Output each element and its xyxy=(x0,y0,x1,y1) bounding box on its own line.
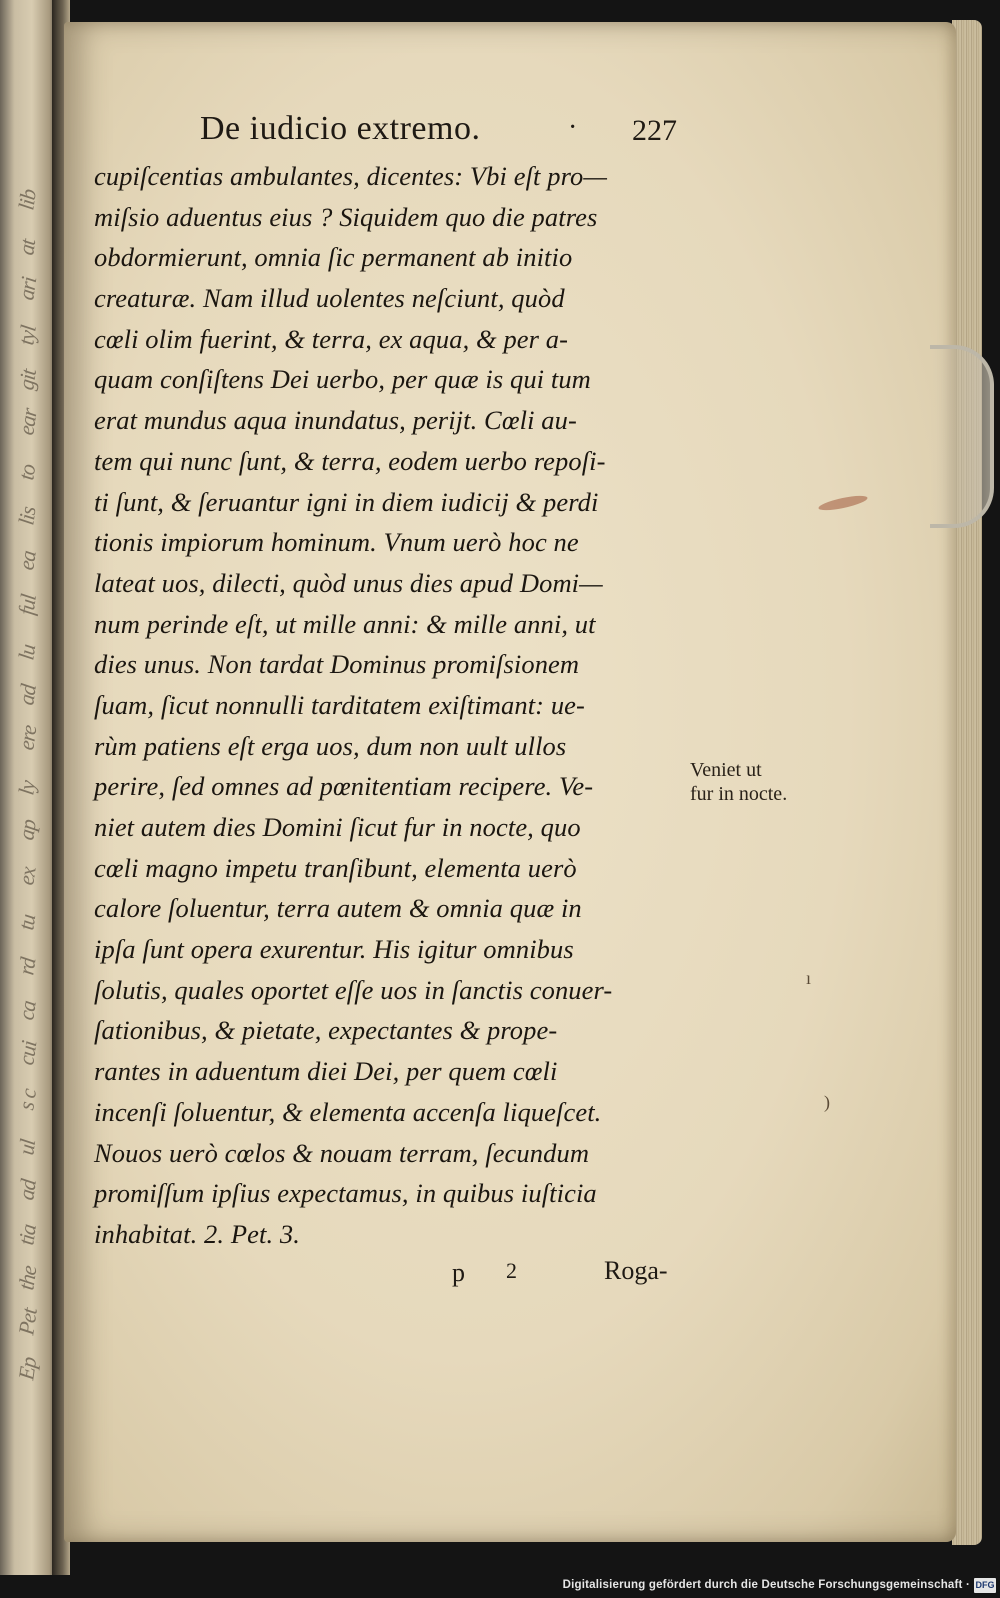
text-line: ſuam, ſicut nonnulli tarditatem exiſtimant: ue- xyxy=(94,689,585,720)
bleed-fragment: at xyxy=(13,238,41,257)
bleed-fragment: ari xyxy=(13,275,42,302)
body-text xyxy=(94,156,694,1255)
left-page-edge xyxy=(0,0,58,1575)
text-line: obdormierunt, omnia ſic permanent ab initio xyxy=(94,242,573,273)
clip-shadow xyxy=(930,345,994,528)
bleed-fragment: the xyxy=(13,1264,42,1292)
page-edges xyxy=(952,20,982,1545)
bleed-fragment: tia xyxy=(13,1223,41,1247)
text-line: rùm patiens eſt erga uos, dum non uult ullos xyxy=(94,730,567,761)
bleed-fragment: lis xyxy=(13,505,41,527)
text-line: Nouos uerò cœlos & nouam terram, ſecundum xyxy=(94,1137,590,1168)
digitization-credit: Digitalisierung gefördert durch die Deutsche Forschungsgemeinschaft · xyxy=(562,1579,970,1591)
dfg-logo: DFG xyxy=(974,1578,996,1593)
running-head: De iudicio extremo. xyxy=(200,110,481,147)
text-line: calore ſoluentur, terra autem & omnia quæ in xyxy=(94,893,582,924)
text-line: ſolutis, quales oportet eſſe uos in ſanctis conuer- xyxy=(94,974,613,1005)
text-line: creaturæ. Nam illud uolentes neſciunt, quòd xyxy=(94,283,565,314)
bleed-fragment: Ep xyxy=(13,1355,42,1382)
bleed-fragment: ap xyxy=(13,818,41,842)
text-line: cupiſcentias ambulantes, dicentes: Vbi eſt pro— xyxy=(94,161,608,191)
bleed-fragment: ea xyxy=(13,549,41,572)
bleed-fragment: cui xyxy=(13,1039,42,1067)
text-line: erat mundus aqua inundatus, perijt. Cœli au- xyxy=(94,405,577,436)
signature-number: 2 xyxy=(506,1258,517,1283)
text-line: tionis impiorum hominum. Vnum uerò hoc ne xyxy=(94,527,579,558)
text-line: promiſſum ipſius expectamus, in quibus iuſticia xyxy=(94,1178,597,1209)
text-line: perire, ſed omnes ad pœnitentiam recipere. Ve- xyxy=(94,771,594,802)
running-head-dot: · xyxy=(568,112,578,143)
text-line: ti ſunt, & ſeruantur igni in diem iudicij & perdi xyxy=(94,486,599,517)
bleed-fragment: ful xyxy=(13,593,41,617)
margin-note-line: Veniet ut xyxy=(690,759,762,781)
text-line: cœli magno impetu tranſibunt, elementa uerò xyxy=(94,852,577,883)
text-line: ſationibus, & pietate, expectantes & prope- xyxy=(94,1015,558,1046)
page-number: 227 xyxy=(632,114,677,147)
text-line: rantes in aduentum diei Dei, per quem cœli xyxy=(94,1056,558,1087)
footer-bar xyxy=(0,1575,1000,1598)
speck-mark: ) xyxy=(824,1092,830,1112)
bleed-fragment: ca xyxy=(13,999,41,1022)
bleed-fragment: lib xyxy=(13,188,41,212)
text-line: ipſa ſunt opera exurentur. His igitur omnibus xyxy=(94,934,574,965)
text-line: num perinde eſt, ut mille anni: & mille anni, ut xyxy=(94,608,596,639)
bleed-fragment: ex xyxy=(13,865,41,887)
bleed-fragment: Pet xyxy=(13,1307,42,1337)
bleed-fragment: git xyxy=(13,368,41,392)
bleed-fragment: ad xyxy=(13,1178,41,1202)
left-page-bleed-text xyxy=(8,170,48,1400)
bleed-fragment: ly xyxy=(13,779,41,797)
text-line: tem qui nunc ſunt, & terra, eodem uerbo repoſi- xyxy=(94,445,606,476)
text-line: niet autem dies Domini ſicut fur in nocte, quo xyxy=(94,812,581,842)
bleed-fragment: lu xyxy=(13,643,41,662)
bleed-fragment: ul xyxy=(13,1138,41,1157)
text-line: incenſi ſoluentur, & elementa accenſa liqueſcet. xyxy=(94,1096,602,1127)
bleed-fragment: rd xyxy=(13,956,41,977)
margin-note xyxy=(690,758,787,806)
speck-mark: ı xyxy=(806,968,812,988)
bleed-fragment: s c xyxy=(13,1087,41,1112)
text-line: lateat uos, dilecti, quòd unus dies apud Domi— xyxy=(94,567,603,598)
catchword: Roga- xyxy=(604,1256,668,1285)
text-line: miſsio aduentus eius ? Siquidem quo die patres xyxy=(94,201,598,232)
text-line: inhabitat. 2. Pet. 3. xyxy=(94,1218,300,1249)
signature-mark: p xyxy=(452,1258,465,1287)
bleed-fragment: ad xyxy=(13,683,41,707)
bleed-fragment: tyl xyxy=(13,324,41,347)
bleed-fragment: ere xyxy=(13,724,42,752)
bleed-fragment: ear xyxy=(13,407,42,437)
text-line: dies unus. Non tardat Dominus promiſsionem xyxy=(94,649,580,680)
text-line: cœli olim fuerint, & terra, ex aqua, & per a- xyxy=(94,323,569,354)
bleed-fragment: tu xyxy=(13,913,41,932)
bleed-fragment: to xyxy=(13,463,41,482)
text-line: quam conſiſtens Dei uerbo, per quæ is qui tum xyxy=(94,364,591,395)
margin-note-line: fur in nocte. xyxy=(690,783,788,805)
